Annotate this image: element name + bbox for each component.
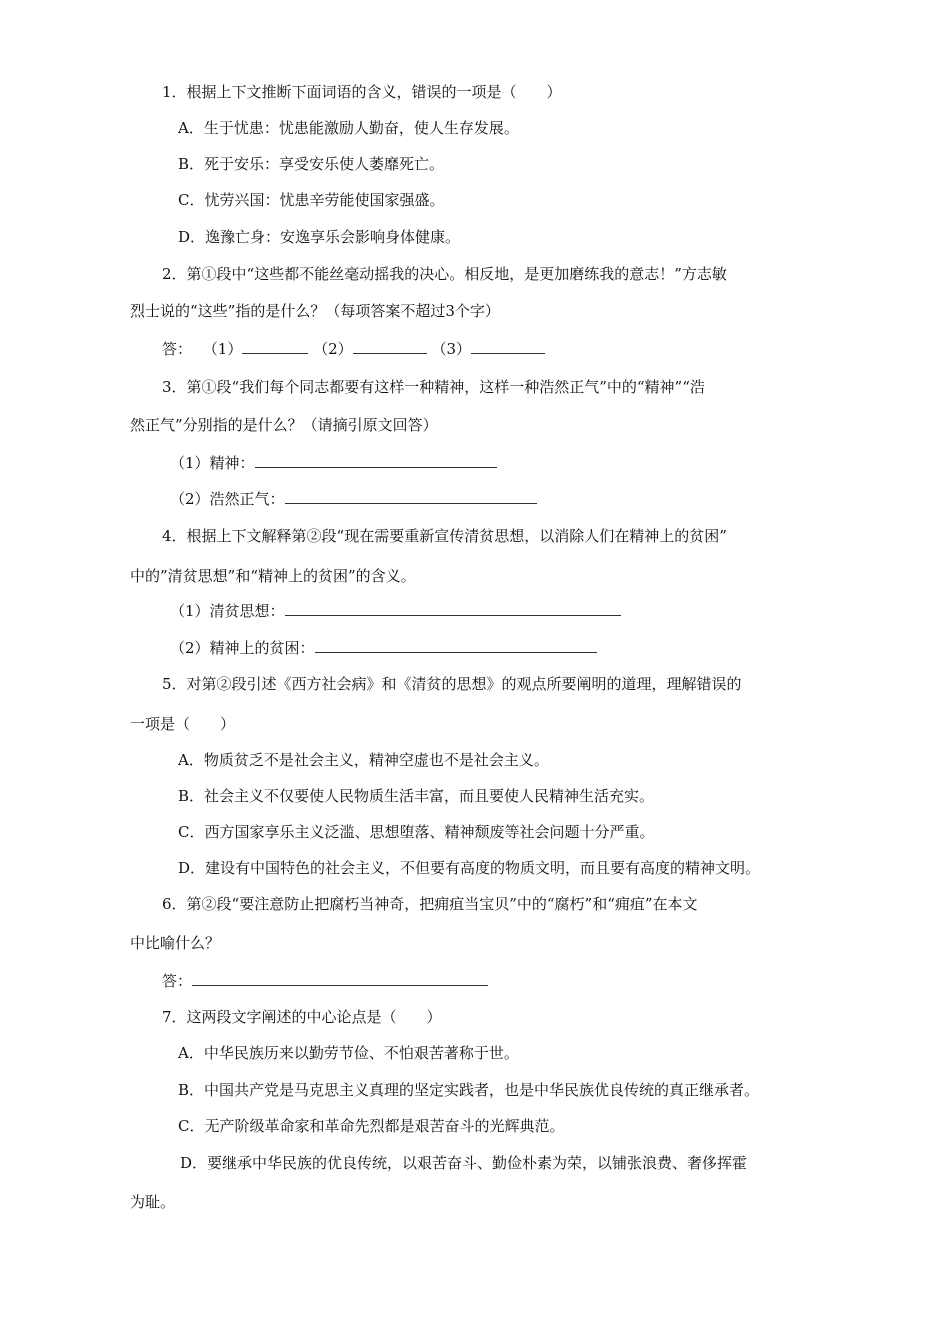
answer-blank[interactable] [285,489,537,504]
question-1-stem: 1．根据上下文推断下面词语的含义，错误的一项是（ ） [162,83,562,101]
question-1-option-b: B．死于安乐：享受安乐使人萎靡死亡。 [178,155,445,173]
question-6-stem-line-2: 中比喻什么？ [130,934,221,952]
question-7-option-c: C．无产阶级革命家和革命先烈都是艰苦奋斗的光辉典范。 [178,1117,565,1135]
answer-label: 答： [162,340,193,358]
answer-blank-3[interactable] [471,339,545,354]
question-7-option-b: B．中国共产党是马克思主义真理的坚定实践者，也是中华民族优良传统的真正继承者。 [178,1081,760,1099]
question-1-option-a: A．生于忧患：忧患能激励人勤奋，使人生存发展。 [178,119,519,137]
question-7-option-d-wrap: 为耻。 [130,1193,176,1211]
sub-answer-label: （2）浩然正气： [170,490,285,508]
question-7-option-a: A．中华民族历来以勤劳节俭、不怕艰苦著称于世。 [178,1044,519,1062]
question-7-option-d: D．要继承中华民族的优良传统，以艰苦奋斗、勤俭朴素为荣，以铺张浪费、奢侈挥霍 [180,1154,748,1172]
answer-blank-2[interactable] [353,339,427,354]
answer-part-3-label: （3） [431,340,471,358]
question-6-stem-line-1: 6．第②段“要注意防止把腐朽当神奇，把痈疽当宝贝”中的“腐朽”和“痈疽”在本文 [162,895,698,913]
question-1-option-d: D．逸豫亡身：安逸享乐会影响身体健康。 [178,228,461,246]
answer-blank[interactable] [315,638,597,653]
answer-part-1-label: （1） [202,340,243,358]
question-6-answer [162,971,488,991]
question-3-stem-line-1: 3．第①段“我们每个同志都要有这样一种精神，这样一种浩然正气”中的“精神”“浩 [162,378,705,396]
sub-answer-label: （1）清贫思想： [170,602,285,620]
answer-blank[interactable] [285,601,621,616]
question-3-answer-1 [170,453,497,473]
answer-part-2-label: （2） [313,340,353,358]
question-5-option-a: A．物质贫乏不是社会主义，精神空虚也不是社会主义。 [178,751,549,769]
question-2-answer [162,339,545,359]
question-4-stem-line-1: 4．根据上下文解释第②段“现在需要重新宣传清贫思想，以消除人们在精神上的贫困” [162,527,727,545]
question-5-stem-line-2: 一项是（ ） [130,715,236,733]
question-7-stem: 7．这两段文字阐述的中心论点是（ ） [162,1008,442,1026]
question-4-answer-1 [170,601,621,621]
sub-answer-label: （2）精神上的贫困： [170,639,315,657]
question-5-option-c: C．西方国家享乐主义泛滥、思想堕落、精神颓废等社会问题十分严重。 [178,823,655,841]
sub-answer-label: （1）精神： [170,454,255,472]
answer-blank[interactable] [192,971,488,986]
question-4-stem-line-2: 中的”清贫思想”和“精神上的贫困”的含义。 [130,567,416,585]
question-5-option-d: D．建设有中国特色的社会主义，不但要有高度的物质文明，而且要有高度的精神文明。 [178,859,761,877]
question-2-stem-line-2: 烈士说的“这些”指的是什么？（每项答案不超过3个字） [130,302,500,320]
question-5-option-b: B．社会主义不仅要使人民物质生活丰富，而且要使人民精神生活充实。 [178,787,655,805]
question-1-option-c: C．忧劳兴国：忧患辛劳能使国家强盛。 [178,191,445,209]
question-4-answer-2 [170,638,597,658]
answer-blank[interactable] [255,453,497,468]
question-3-answer-2 [170,489,537,509]
answer-blank-1[interactable] [242,339,308,354]
question-2-stem-line-1: 2．第①段中“这些都不能丝毫动摇我的决心。相反地，是更加磨练我的意志！”方志敏 [162,265,727,283]
question-5-stem-line-1: 5．对第②段引述《西方社会病》和《清贫的思想》的观点所要阐明的道理，理解错误的 [162,675,742,693]
question-3-stem-line-2: 然正气”分别指的是什么？（请摘引原文回答） [130,416,438,434]
answer-label: 答： [162,972,193,990]
